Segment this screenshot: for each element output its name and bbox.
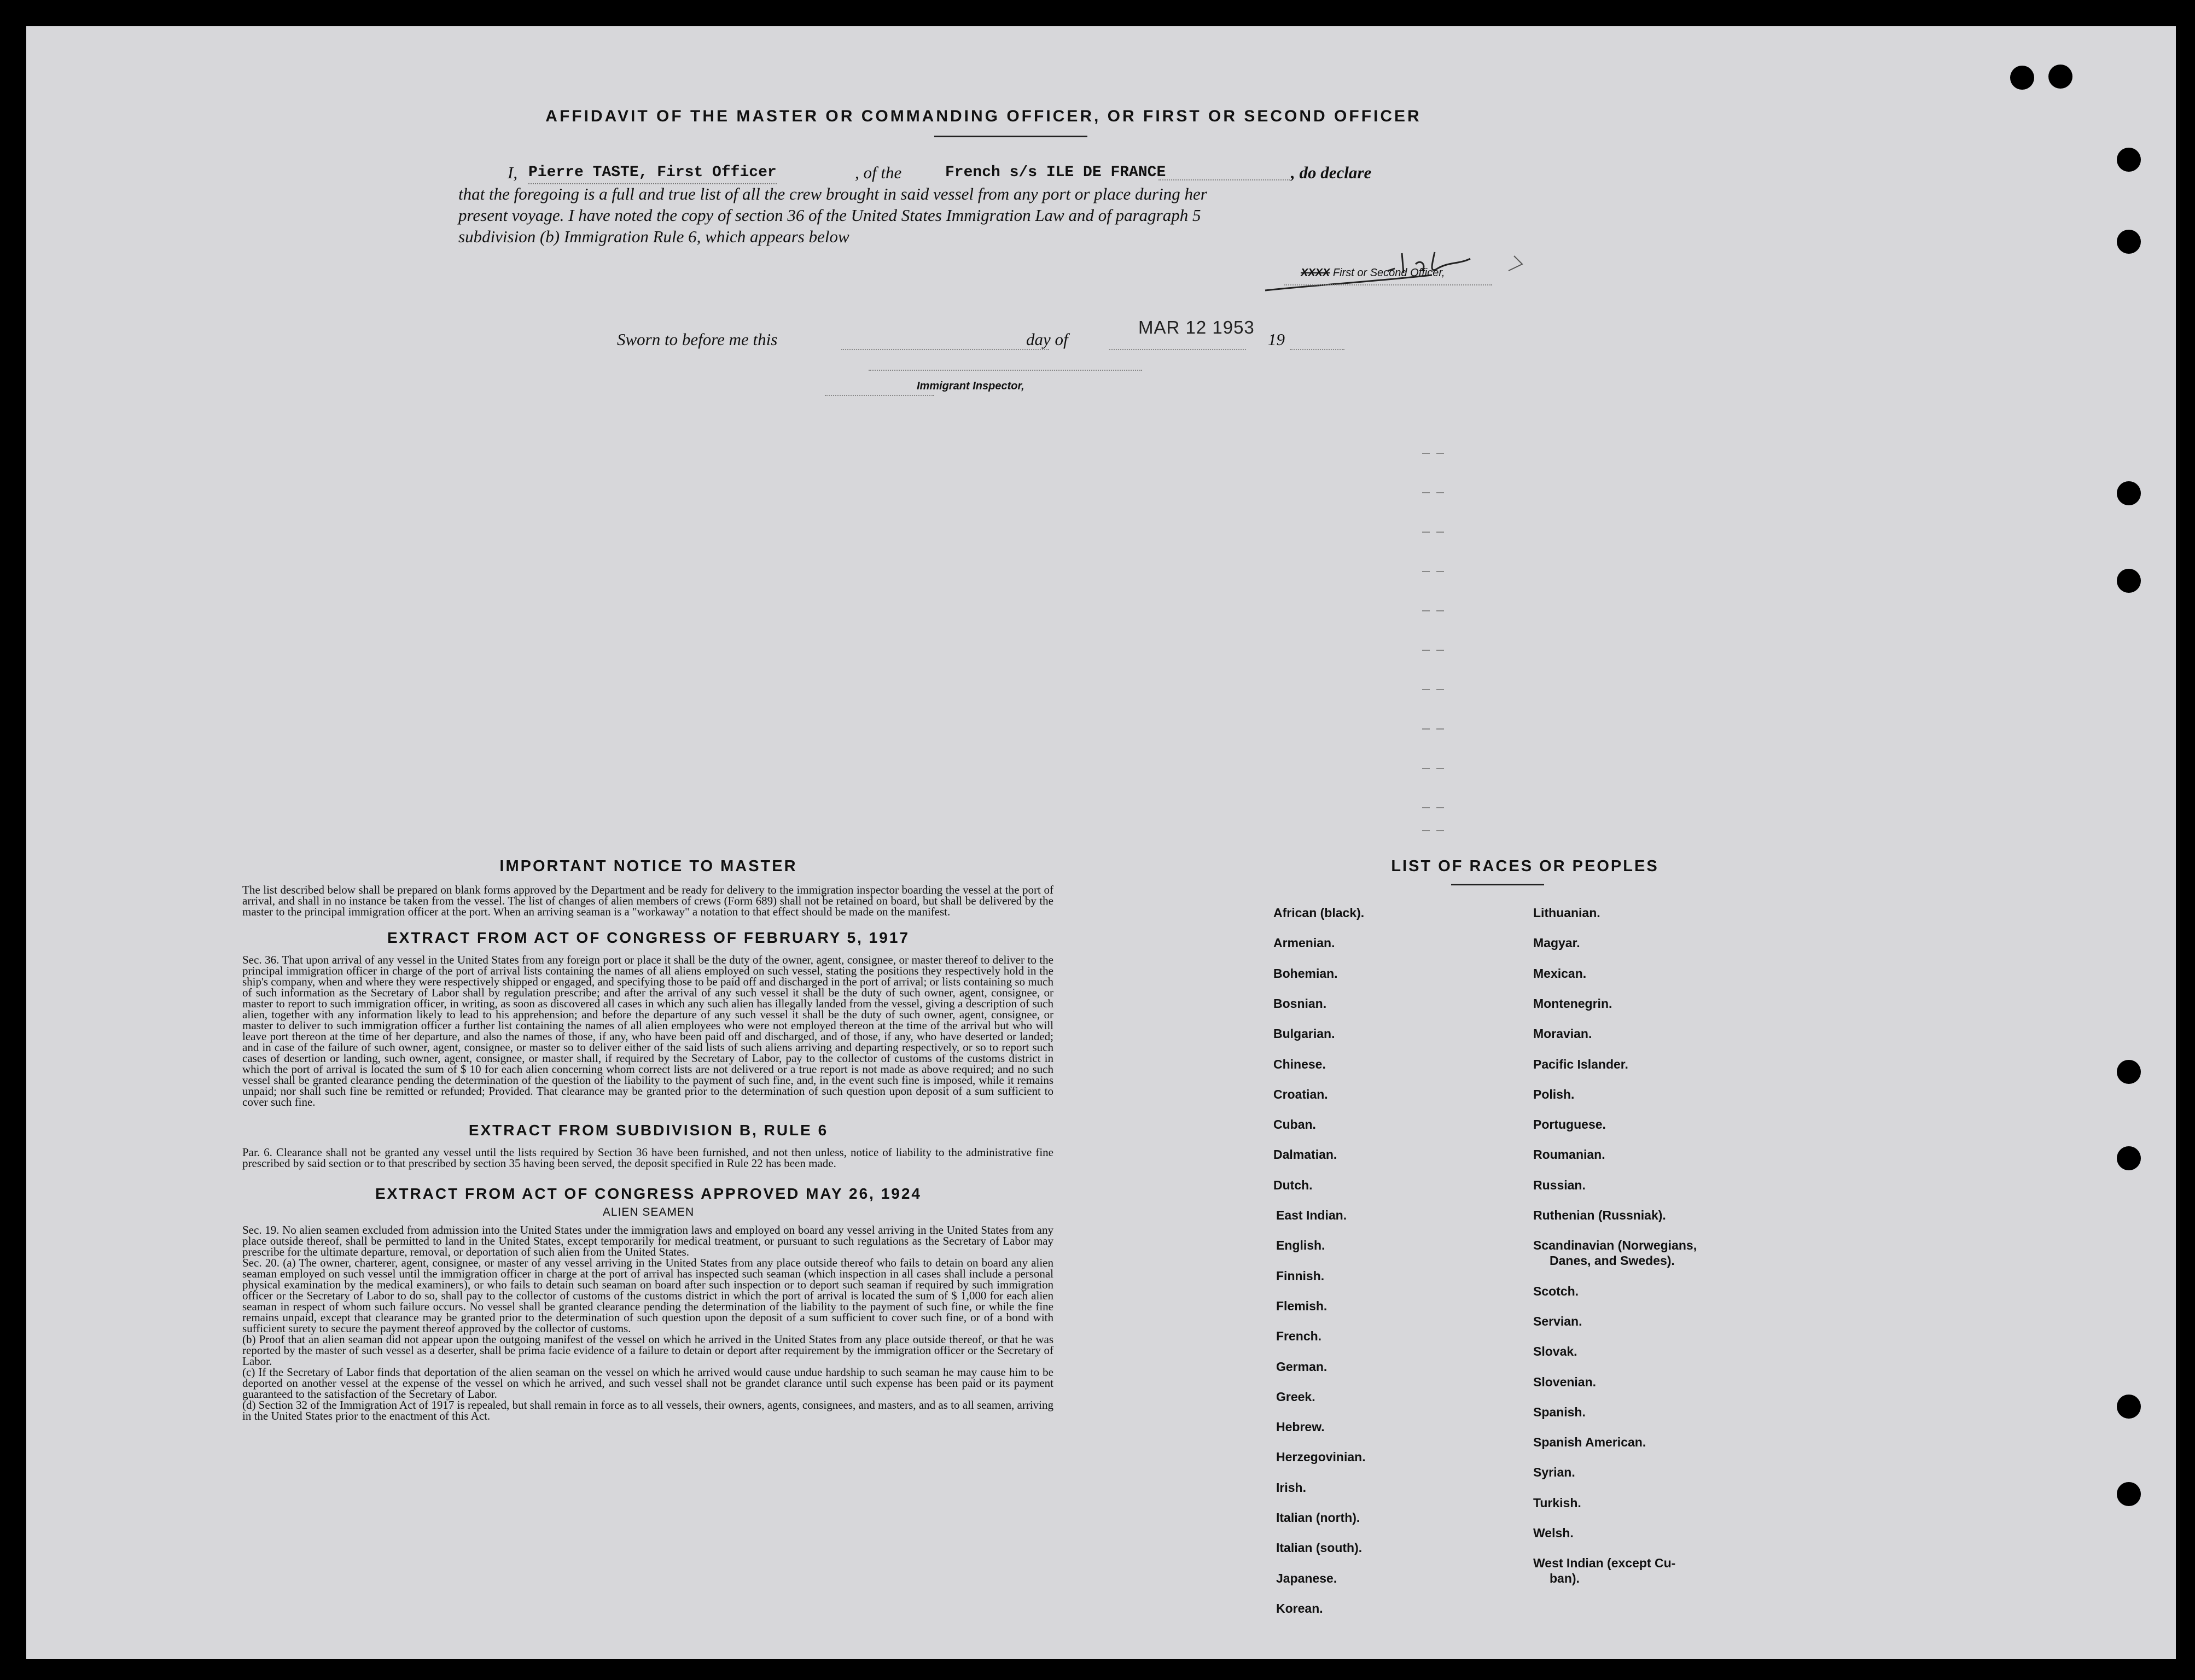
race-item: Slovak.	[1533, 1344, 1577, 1359]
day-of-text: day of	[1026, 330, 1068, 349]
race-item: Russian.	[1533, 1177, 1586, 1192]
punch-hole	[2117, 1146, 2141, 1170]
notice-title: IMPORTANT NOTICE TO MASTER	[499, 858, 797, 875]
race-item: Pacific Islander.	[1533, 1057, 1628, 1071]
extract-1924-title: EXTRACT FROM ACT OF CONGRESS APPROVED MAY 26, 1924	[375, 1185, 922, 1202]
race-item: Scotch.	[1533, 1284, 1579, 1298]
race-item: Irish.	[1276, 1480, 1306, 1495]
punch-hole	[2117, 1482, 2141, 1506]
race-item: Turkish.	[1533, 1495, 1581, 1510]
extract-1917-title: EXTRACT FROM ACT OF CONGRESS OF FEBRUARY 5, 1917	[387, 929, 910, 946]
race-item: Hebrew.	[1276, 1420, 1325, 1434]
race-item: Mexican.	[1533, 966, 1587, 981]
race-item: Finnish.	[1276, 1268, 1325, 1283]
inspector-caption: Immigrant Inspector,	[917, 380, 1024, 392]
race-item: Greek.	[1276, 1389, 1315, 1404]
year-prefix: 19	[1268, 330, 1285, 349]
race-item: Italian (north).	[1276, 1510, 1360, 1525]
races-title: LIST OF RACES OR PEOPLES	[1391, 858, 1659, 875]
divider	[1451, 884, 1544, 885]
race-item: Bosnian.	[1273, 996, 1327, 1011]
race-item: Servian.	[1533, 1314, 1582, 1328]
race-item: Danes, and Swedes).	[1550, 1253, 1675, 1268]
affidavit-line-4: subdivision (b) Immigration Rule 6, which appears below	[458, 227, 849, 246]
extract-rule6-body: Par. 6. Clearance shall not be granted any vessel until the lists required by Section 36 have been furnished, and not then unless, notice of liability to the administrative fine prescribed by said section or to that prescribed by section 35 having been served, the deposit specified in Rule 22 has been made.	[242, 1146, 1053, 1170]
race-item: Slovenian.	[1533, 1374, 1597, 1389]
sec-19-text: Sec. 19. No alien seamen excluded from admission into the United States under the immigration laws and employed on board any vessel arriving in the United States from any place outside thereof, shall be permitted to land in the United States, except temporarily for medical treatment, or pursuant to such regulations as the Secretary of Labor may prescribe for the ultimate departure, removal, or deportation of such alien from the United States.	[242, 1223, 1053, 1258]
race-item: Korean.	[1276, 1601, 1323, 1615]
race-item: Bohemian.	[1273, 966, 1338, 981]
race-item: Moravian.	[1533, 1026, 1592, 1041]
sec-20b-text: (b) Proof that an alien seaman did not appear upon the outgoing manifest of the vessel on which he arrived in the United States from any place outside thereof, or that he was reported by the master of such vessel as a deserter, shall be prima facie evidence of a failure to detain or deport after requirement by the immigration officer or the Secretary of Labor.	[242, 1333, 1053, 1368]
race-item: Dalmatian.	[1273, 1147, 1337, 1162]
race-item: English.	[1276, 1238, 1325, 1253]
race-item: French.	[1276, 1329, 1322, 1344]
race-item: Bulgarian.	[1273, 1026, 1335, 1041]
race-item: Flemish.	[1276, 1298, 1328, 1313]
race-item: Polish.	[1533, 1087, 1575, 1101]
date-stamp: MAR 12 1953	[1138, 317, 1255, 337]
race-item: Armenian.	[1273, 936, 1335, 950]
race-item: Ruthenian (Russniak).	[1533, 1208, 1666, 1222]
of-the-text: , of the	[855, 163, 902, 182]
sworn-text: Sworn to before me this	[617, 330, 778, 349]
race-item: Magyar.	[1533, 936, 1580, 950]
race-item: Spanish.	[1533, 1404, 1586, 1419]
divider	[934, 136, 1087, 137]
punch-hole	[2117, 481, 2141, 505]
race-item: Roumanian.	[1533, 1147, 1605, 1162]
punch-hole	[2117, 148, 2141, 172]
punch-hole	[2117, 1060, 2141, 1084]
affidavit-title: AFFIDAVIT OF THE MASTER OR COMMANDING OFFICER, OR FIRST OR SECOND OFFICER	[545, 107, 1422, 125]
race-item: Welsh.	[1533, 1526, 1574, 1540]
sec-20d-text: (d) Section 32 of the Immigration Act of 1917 is repealed, but shall remain in force as to all vessels, their owners, agents, consignees, and masters, and as to all seamen, arriving in the United States prior to the enactment of this Act.	[242, 1398, 1053, 1422]
punch-hole	[2010, 66, 2034, 90]
extract-1917-body: Sec. 36. That upon arrival of any vessel in the United States from any foreign port or place it shall be the duty of the owner, agent, consignee, or master thereof to deliver to the principal immigration officer in charge of the port of arrival lists containing the names of all aliens employed on such vessel, stating the positions they respectively hold in the ship's company, when and where they were respectively shipped or engaged, and specifying those to be paid off and discharged in the port of arrival; or lists containing so much of such information as the Secretary of Labor shall by regulation prescribe; and after the arrival of any such vessel it shall be the duty of such owner, agent, consignee, or master to report to such immigration officer, in writing, as soon as discovered all cases in which any such alien has illegally landed from the vessel, giving a description of such alien, together with any information likely to lead to his apprehension; and before the departure of any such vessel it shall be the duty of such owner, agent, consignee, or master to deliver to such immigration officer a further list containing the names of all alien employees who were not employed thereon at the time of the arrival but who will leave port thereon at the time of her departure, and also the names of those, if any, who have been paid off and discharged, and of those, if any, who have deserted or landed; and in case of the failure of such owner, agent, consignee, or master so to deliver either of the said lists of such aliens arriving and departing respectively, or so to report such cases of desertion or landing, such owner, agent, consignee, or master shall, if required by the Secretary of Labor, pay to the collector of customs of the customs district in which the port of arrival is located the sum of $ 10 for each alien concerning whom correct lists are not delivered or a true report is not made as above required; and no such vessel shall be granted clearance pending the determination of the question of the liability to the payment of such fine, and, in the event such fine is imposed, while it remains unpaid; nor shall such fine be remitted or refunded; Provided. That clearance may be granted prior to the determination of such question upon deposit of a sum sufficient to cover such fine.	[242, 953, 1053, 1109]
vessel-name-field: French s/s ILE DE FRANCE	[945, 164, 1166, 181]
punch-hole	[2117, 569, 2141, 593]
affidavit-prefix: I,	[508, 163, 518, 182]
race-item: Croatian.	[1273, 1087, 1328, 1101]
race-item: Syrian.	[1533, 1465, 1575, 1480]
signature-caption-text: First or Second Officer,	[1332, 267, 1445, 279]
notice-column	[231, 858, 1066, 1421]
alien-seamen-subtitle: ALIEN SEAMEN	[602, 1206, 695, 1218]
race-item: German.	[1276, 1359, 1328, 1374]
officer-name-field: Pierre TASTE, First Officer	[528, 162, 777, 184]
race-item: Lithuanian.	[1533, 906, 1600, 920]
race-item: African (black).	[1273, 906, 1365, 920]
race-item: ban).	[1550, 1571, 1580, 1586]
race-item: Portuguese.	[1533, 1117, 1606, 1132]
race-item: Herzegovinian.	[1276, 1450, 1366, 1465]
race-item: Italian (south).	[1276, 1541, 1363, 1555]
signature-caption: XXXX First or Second Officer,	[1301, 267, 1445, 279]
race-item: Dutch.	[1273, 1177, 1313, 1192]
race-item: East Indian.	[1276, 1208, 1347, 1222]
punch-hole	[2117, 1395, 2141, 1419]
race-item: West Indian (except Cu-	[1533, 1556, 1676, 1571]
punch-hole	[2117, 230, 2141, 254]
punch-hole	[2048, 65, 2072, 89]
race-item: Chinese.	[1273, 1057, 1326, 1071]
race-item: Cuban.	[1273, 1117, 1316, 1132]
notice-body: The list described below shall be prepared on blank forms approved by the Department and be ready for delivery to the immigration inspector boarding the vessel at the port of arrival, and shall in no instance be taken from the vessel. The list of changes of alien members of crews (Form 689) shall not be retained on board, but shall be delivered by the master to the principal immigration officer at the port. When an arriving seaman is a "workaway" a notation to that effect should be made on the manifest.	[242, 883, 1053, 918]
document-page	[26, 26, 2176, 1659]
do-declare-text: , do declare	[1291, 163, 1372, 182]
sec-20c-text: (c) If the Secretary of Labor finds that deportation of the alien seaman on the vessel on which he arrived would cause undue hardship to such seaman he may cause him to be deported on another vessel at the expense of the vessel on which he arrived, and such vessel shall not be grandet clarance until such expense has been paid or its payment guaranteed to the satisfaction of the Secretary of Labor.	[242, 1366, 1053, 1401]
race-item: Montenegrin.	[1533, 996, 1612, 1011]
race-item: Spanish American.	[1533, 1435, 1646, 1450]
affidavit-body	[458, 162, 1525, 247]
extract-rule6-title: EXTRACT FROM SUBDIVISION B, RULE 6	[468, 1122, 829, 1139]
sec-20a-text: Sec. 20. (a) The owner, charterer, agent, consignee, or master of any vessel arriving in the United States from any place outside thereof who fails to detain on board any alien seaman employed on such vessel until the immigration officer in charge at the port of arrival has inspected such seaman (which inspection in all cases shall include a personal physical examination by the medical examiners), or who fails to detain such seaman on board after such inspection or to deport such seaman if required by such immigration officer or the Secretary of Labor to do so, shall pay to the collector of customs of the customs district in which the port of arrival is located the sum of $ 1,000 for each alien seaman in respect of whom such failure occurs. No vessel shall be granted clearance pending the determination of the liability to the payment of such fine, or while the fine remains unpaid, except that clearance may be granted prior to the determination of such question upon the deposit of a sum sufficient to cover such fine, or of a bond with sufficient surety to secure the payment thereof approved by the collector of customs.	[242, 1256, 1053, 1335]
affidavit-line-3: present voyage. I have noted the copy of section 36 of the United States Immigration Law and of paragraph 5	[458, 206, 1201, 225]
race-item: Japanese.	[1276, 1571, 1337, 1585]
race-item: Scandinavian (Norwegians,	[1533, 1238, 1697, 1253]
affidavit-line-2: that the foregoing is a full and true list of all the crew brought in said vessel from any port or place during her	[458, 184, 1207, 203]
